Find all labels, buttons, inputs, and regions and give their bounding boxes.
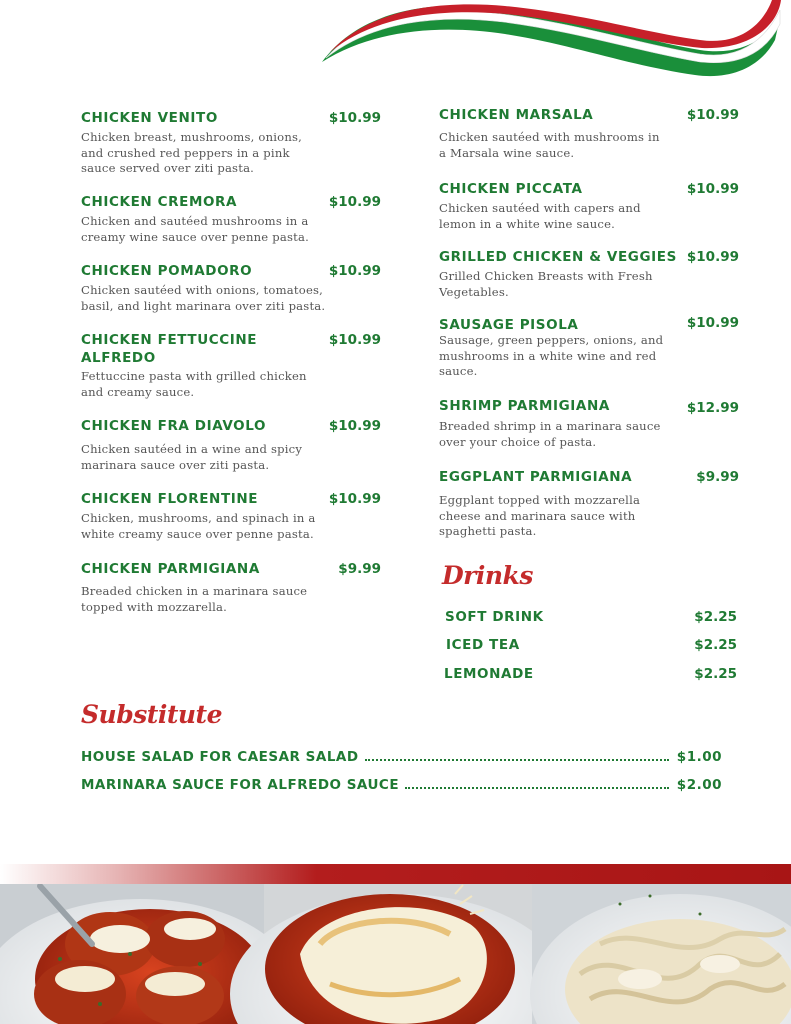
menu-item-sausage-pisola [439, 314, 739, 384]
menu-item-shrimp-parmigiana [439, 397, 739, 452]
item-name: CHICKEN POMADORO [81, 263, 253, 279]
item-description: Chicken sautéed with onions, tomatoes, basil, and light marinara over ziti pasta. [81, 283, 326, 313]
item-price: $10.99 [328, 110, 381, 126]
dot-leader [365, 759, 669, 761]
substitute-item [81, 749, 722, 769]
item-price: $10.99 [686, 181, 739, 197]
substitute-heading: Substitute [81, 700, 223, 729]
item-price: $10.99 [328, 418, 381, 434]
item-price: $10.99 [328, 332, 381, 348]
drink-name: SOFT DRINK [445, 609, 544, 625]
item-name: CHICKEN FETTUCCINE ALFREDO [81, 332, 258, 366]
menu-item-grilled-chicken-veggies [439, 248, 739, 303]
fettuccine-alfredo-photo [530, 884, 791, 1024]
item-name: EGGPLANT PARMIGIANA [439, 469, 633, 485]
item-description: Chicken sautéed in a wine and spicy marinara sauce over ziti pasta. [81, 442, 303, 472]
item-description: Chicken sautéed with mushrooms in a Marsala wine sauce. [439, 130, 660, 160]
footer-red-band [0, 864, 791, 884]
drink-name: ICED TEA [446, 637, 520, 653]
drink-price: $2.25 [694, 666, 737, 682]
item-description: Eggplant topped with mozzarella cheese and marinara sauce with spaghetti pasta. [439, 493, 641, 538]
item-name: CHICKEN VENITO [81, 110, 218, 126]
item-name: CHICKEN FRA DIAVOLO [81, 418, 267, 434]
item-description: Fettuccine pasta with grilled chicken and creamy sauce. [81, 369, 307, 399]
italian-flag-ribbon [0, 0, 791, 100]
drink-price: $2.25 [694, 637, 737, 653]
menu-item-chicken-piccata [439, 180, 739, 235]
item-price: $10.99 [328, 491, 381, 507]
item-description: Sausage, green peppers, onions, and mushrooms in a white wine and red sauce. [439, 333, 664, 378]
menu-item-chicken-pomadoro [81, 262, 381, 317]
item-price: $10.99 [686, 315, 739, 331]
menu-item-chicken-parmigiana [81, 560, 381, 618]
chicken-parmigiana-photo [230, 884, 570, 1024]
item-name: CHICKEN MARSALA [439, 107, 594, 123]
substitute-name: HOUSE SALAD FOR CAESAR SALAD [81, 749, 359, 765]
dot-leader [405, 787, 669, 789]
item-name: SHRIMP PARMIGIANA [439, 398, 610, 414]
item-name: CHICKEN PARMIGIANA [81, 561, 260, 577]
drinks-heading: Drinks [442, 561, 533, 590]
substitute-name: MARINARA SAUCE FOR ALFREDO SAUCE [81, 777, 400, 793]
item-description: Breaded chicken in a marinara sauce topped with mozzarella. [81, 584, 308, 614]
menu-item-chicken-florentine [81, 490, 381, 545]
item-description: Breaded shrimp in a marinara sauce over your choice of pasta. [439, 419, 661, 449]
substitute-price: $2.00 [676, 777, 722, 793]
substitute-item [81, 777, 722, 797]
item-description: Chicken sautéed with capers and lemon in a white wine sauce. [439, 201, 641, 231]
substitute-price: $1.00 [676, 749, 722, 765]
menu-item-chicken-fra-diavolo [81, 417, 381, 477]
item-price: $10.99 [686, 249, 739, 265]
menu-item-eggplant-parmigiana [439, 468, 739, 540]
item-price: $9.99 [696, 469, 739, 485]
item-description: Chicken breast, mushrooms, onions, and crushed red peppers in a pink sauce served over ziti pasta. [81, 130, 303, 175]
menu-item-chicken-fettuccine-alfredo [81, 331, 381, 403]
item-price: $10.99 [328, 194, 381, 210]
item-name: CHICKEN FLORENTINE [81, 491, 259, 507]
item-price: $10.99 [686, 107, 739, 123]
menu-item-chicken-venito [81, 109, 381, 179]
menu-item-chicken-marsala [439, 106, 739, 161]
item-name: CHICKEN PICCATA [439, 181, 583, 197]
item-price: $10.99 [328, 263, 381, 279]
menu-item-chicken-cremora [81, 193, 381, 248]
item-price: $12.99 [686, 400, 739, 416]
item-description: Chicken and sautéed mushrooms in a creamy wine sauce over penne pasta. [81, 214, 309, 244]
drink-price: $2.25 [694, 609, 737, 625]
item-price: $9.99 [338, 561, 381, 577]
item-name: GRILLED CHICKEN & VEGGIES [439, 249, 677, 265]
food-photos [0, 884, 791, 1024]
item-description: Chicken, mushrooms, and spinach in a white creamy sauce over penne pasta. [81, 511, 316, 541]
item-description: Grilled Chicken Breasts with Fresh Vegetables. [439, 269, 653, 299]
item-name: SAUSAGE PISOLA [439, 317, 579, 333]
item-name: CHICKEN CREMORA [81, 194, 238, 210]
drink-name: LEMONADE [444, 666, 534, 682]
